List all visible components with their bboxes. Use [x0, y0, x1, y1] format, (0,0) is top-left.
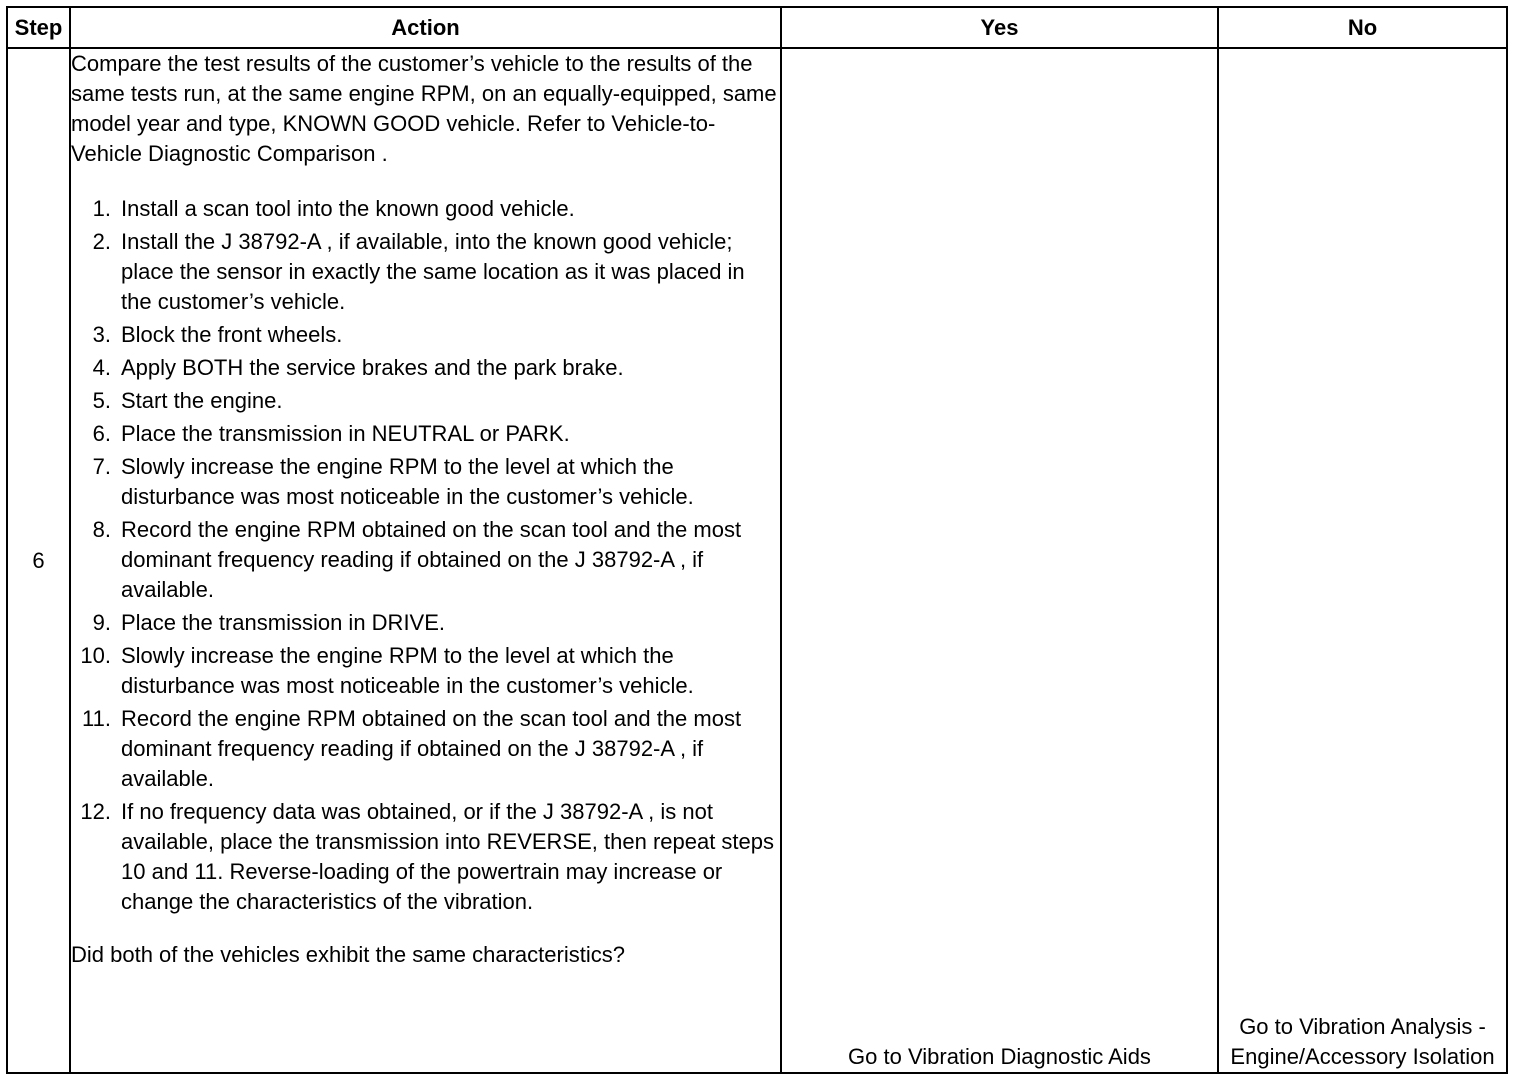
list-item-text: Start the engine.	[121, 388, 283, 413]
list-item	[71, 227, 780, 317]
list-item-text: Record the engine RPM obtained on the scan tool and the most dominant frequency reading if obtained on the J 38792-A , if available.	[121, 706, 742, 791]
list-item-number: 3.	[92, 322, 111, 347]
header-action: Action	[70, 7, 781, 48]
header-yes: Yes	[781, 7, 1218, 48]
list-item-text: Place the transmission in NEUTRAL or PARK.	[121, 421, 570, 446]
list-item	[71, 194, 780, 224]
list-item-number: 8.	[92, 517, 111, 542]
list-item-text: Block the front wheels.	[121, 322, 343, 347]
list-item	[71, 641, 780, 701]
list-item-text: Slowly increase the engine RPM to the level at which the disturbance was most noticeable in the customer’s vehicle.	[121, 454, 694, 509]
list-item-number: 2.	[92, 229, 111, 254]
step-number: 6	[7, 48, 70, 1073]
list-item	[71, 515, 780, 605]
no-result-cell	[1218, 48, 1507, 1073]
list-item-text: Install the J 38792-A , if available, into the known good vehicle; place the sensor in exactly the same location as it was placed in the customer’s vehicle.	[121, 229, 745, 314]
list-item-text: Slowly increase the engine RPM to the level at which the disturbance was most noticeable in the customer’s vehicle.	[121, 643, 694, 698]
yes-result-cell	[781, 48, 1218, 1073]
list-item-number: 6.	[92, 421, 111, 446]
action-cell	[70, 48, 781, 1073]
table-row	[7, 48, 1507, 1073]
list-item-number: 1.	[92, 196, 111, 221]
list-item-text: Place the transmission in DRIVE.	[121, 610, 446, 635]
header-row	[7, 7, 1507, 48]
list-item	[71, 419, 780, 449]
list-item	[71, 386, 780, 416]
header-no: No	[1218, 7, 1507, 48]
list-item-text: If no frequency data was obtained, or if the J 38792-A , is not available, place the transmission into REVERSE, then repeat steps 10 and 11. Reverse-loading of the powertrain may increase or change the characteristics of the vibration.	[121, 799, 775, 914]
header-step: Step	[7, 7, 70, 48]
list-item-number: 4.	[92, 355, 111, 380]
list-item	[71, 320, 780, 350]
list-item-text: Install a scan tool into the known good vehicle.	[121, 196, 575, 221]
list-item	[71, 452, 780, 512]
action-intro-text: Compare the test results of the customer’s vehicle to the results of the same tests run, at the same engine RPM, on an equally-equipped, same model year and type, KNOWN GOOD vehicle. Refer to Vehicle-to-Vehicle Diagnostic Comparison .	[71, 51, 777, 166]
list-item-text: Record the engine RPM obtained on the scan tool and the most dominant frequency reading if obtained on the J 38792-A , if available.	[121, 517, 742, 602]
list-item	[71, 704, 780, 794]
list-item-number: 5.	[92, 388, 111, 413]
no-result-link[interactable]: Go to Vibration Analysis - Engine/Accessory Isolation	[1230, 1014, 1495, 1069]
list-item-number: 12.	[80, 799, 111, 824]
list-item-number: 11.	[82, 706, 111, 731]
action-question: Did both of the vehicles exhibit the same characteristics?	[71, 942, 625, 967]
list-item	[71, 608, 780, 638]
list-item-text: Apply BOTH the service brakes and the park brake.	[121, 355, 624, 380]
list-item-number: 10.	[80, 643, 111, 668]
yes-result-link[interactable]: Go to Vibration Diagnostic Aids	[848, 1044, 1151, 1069]
list-item	[71, 353, 780, 383]
list-item	[71, 797, 780, 917]
list-item-number: 9.	[92, 610, 111, 635]
action-intro	[71, 49, 780, 169]
diagnostic-table	[6, 6, 1508, 1074]
list-item-number: 7.	[92, 454, 111, 479]
action-steps-list	[71, 194, 780, 917]
